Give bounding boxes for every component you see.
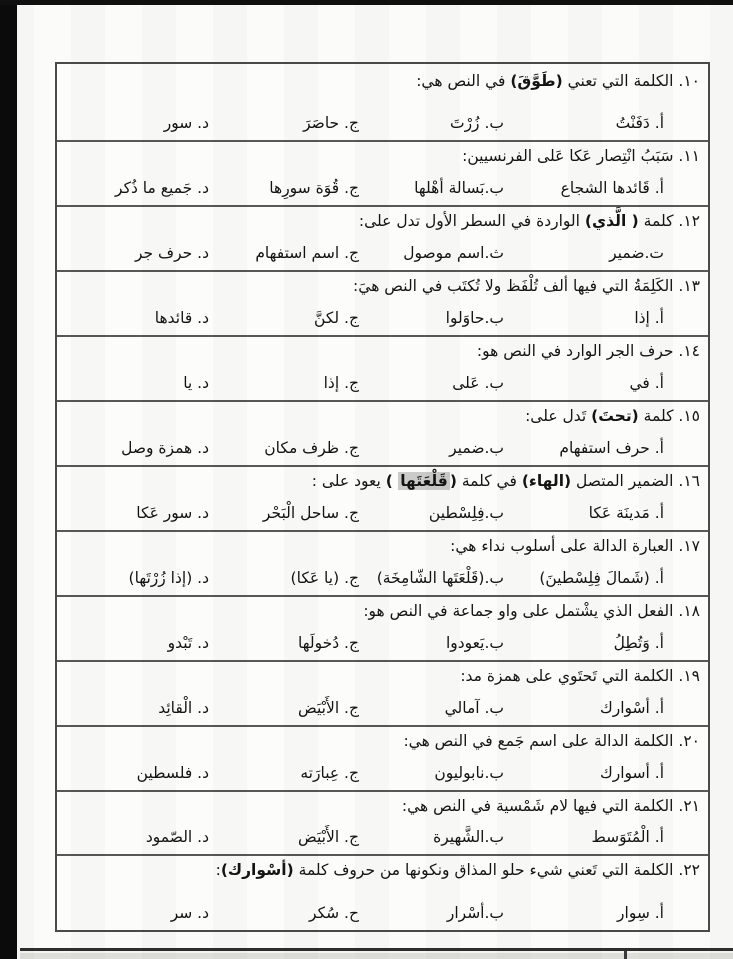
options-line (67, 374, 700, 393)
option: ح. سُكر (309, 904, 359, 923)
option: أ. دَفَنْتُ (615, 114, 664, 133)
option: د. حرف جر (134, 244, 209, 263)
option: أ. إذا (634, 309, 664, 328)
option: ب.(قَلْعَتَها الشّامِخَة) (376, 569, 504, 588)
option: د. فلسطين (136, 764, 209, 783)
question-text: الكلمة التي تَحتَوي على همزة مد: (460, 667, 674, 685)
question-row (57, 207, 708, 272)
question-text: العبارة الدالة على أسلوب نداء هي: (450, 537, 674, 555)
options-line (67, 699, 700, 718)
question-row (57, 64, 708, 142)
option: ج. الأَبْيَض (298, 699, 359, 718)
option: د. (إذا زُرْتَها) (128, 569, 209, 588)
question-line (67, 537, 700, 556)
question-line (67, 277, 700, 296)
question-row (57, 272, 708, 337)
question-text: الكلمة التي تَعني شيء حلو المذاق ونكونها من حروف كلمة (أسْوارك): (215, 861, 674, 879)
question-text: الكلمة الدالة على اسم جَمع في النص هي: (403, 732, 674, 750)
question-line (67, 861, 700, 880)
option: ج. إذا (323, 374, 359, 393)
question-number: ٢١. (678, 797, 700, 815)
option: ب.يَعودوا (445, 634, 504, 653)
option: أ. أسوارك (599, 764, 664, 783)
options-line (67, 439, 700, 458)
question-row (57, 662, 708, 727)
question-text: كلمة (تحتَ) تَدل على: (525, 407, 674, 425)
questions-table (55, 62, 710, 932)
option: د. تَبْدو (167, 634, 209, 653)
option: د. همزة وصل (121, 439, 209, 458)
option: د. قائدها (154, 309, 209, 328)
option: أ. (شَمالَ فِلِسْطينَ) (539, 569, 664, 588)
question-number: ١٣. (678, 277, 700, 295)
question-text: كلمة ( الَّذي) الواردة في السطر الأول تدل على: (358, 212, 674, 230)
option: ب. زُرْتَ (449, 114, 504, 133)
question-line (67, 407, 700, 426)
question-line (67, 797, 700, 816)
option: أ. في (629, 374, 664, 393)
option: ج. لكنَّ (314, 309, 359, 328)
question-row (57, 856, 708, 930)
question-number: ١٦. (678, 472, 700, 490)
question-line (67, 732, 700, 751)
option: ب. عَلى (452, 374, 504, 393)
option: ب. آمالي (444, 699, 504, 718)
question-row (57, 467, 708, 532)
option: ج. ظرف مكان (264, 439, 359, 458)
question-number: ١٤. (678, 342, 700, 360)
option: د. يا (183, 374, 209, 393)
next-table-top-edge (20, 948, 733, 959)
option: ج. الأَبْيَض (298, 828, 359, 847)
question-text: الكلمة التي تعني (طَوَّقَ) في النص هي: (416, 72, 674, 90)
question-number: ١١. (678, 147, 700, 165)
question-number: ١٧. (678, 537, 700, 555)
option: ج. دُخولَها (298, 634, 359, 653)
question-text: حرف الجر الوارد في النص هو: (476, 342, 674, 360)
question-line (67, 147, 700, 166)
option: أ. مَدينَة عَكا (588, 504, 664, 523)
question-line (67, 342, 700, 361)
option: ت.ضمير (609, 244, 664, 263)
option: ج. قُوَة سورِها (269, 179, 359, 198)
question-line (67, 472, 700, 491)
option: د. الصّمود (145, 828, 209, 847)
option: د. جَميع ما ذُكر (115, 179, 209, 198)
question-number: ١٥. (678, 407, 700, 425)
options-line (67, 634, 700, 653)
scan-edge-top (0, 0, 733, 5)
question-number: ١٩. (678, 667, 700, 685)
option: ج. عِبارَته (300, 764, 359, 783)
question-row (57, 727, 708, 792)
option: أ. قَائدها الشجاع (560, 179, 664, 198)
question-row (57, 402, 708, 467)
question-line (67, 667, 700, 686)
option: ب.أسْرار (446, 904, 504, 923)
options-line (67, 904, 700, 923)
question-number: ٢٠. (678, 732, 700, 750)
options-line (67, 179, 700, 198)
question-row (57, 597, 708, 662)
question-text: الفعل الذي يشْتمل على واو جماعة في النص هو: (363, 602, 674, 620)
option: أ. أسْوارك (599, 699, 664, 718)
question-row (57, 142, 708, 207)
question-row (57, 792, 708, 856)
option: أ. وَتُطِلُ (613, 634, 664, 653)
option: ب.الشَّهيرة (433, 828, 504, 847)
option: د. الْقائِد (158, 699, 209, 718)
options-line (67, 114, 700, 133)
option: ج. (يا عَكا) (290, 569, 359, 588)
option: د. سور (163, 114, 209, 133)
question-text: الكلمة التي فيها لام شَمْسية في النص هي: (401, 797, 674, 815)
option: د. سور عَكا (136, 504, 209, 523)
question-row (57, 337, 708, 402)
options-line (67, 309, 700, 328)
option: أ. الْمُتَوَسط (591, 828, 664, 847)
option: ج. حاصَرَ (303, 114, 359, 133)
options-line (67, 764, 700, 783)
options-line (67, 504, 700, 523)
scan-edge-left (0, 0, 17, 959)
question-text: سَبَبُ انْتِصار عَكا عَلى الفرنسيين: (462, 147, 674, 165)
option: ب.بَسالة أهْلها (414, 179, 504, 198)
next-table-column-divider (624, 951, 627, 959)
question-number: ١٨. (678, 602, 700, 620)
option: ج. اسم استفهام (255, 244, 359, 263)
option: ب.حاوَلوا (445, 309, 504, 328)
option: ث.اسم موصول (403, 244, 504, 263)
option: أ. حرف استفهام (559, 439, 664, 458)
question-number: ١٠. (678, 72, 700, 90)
question-text: الكَلِمَةُ التي فيها ألف تُلْفَظ ولا تُكتَب في النص هيَ: (353, 277, 674, 295)
option: أ. سِوار (617, 904, 664, 923)
question-text: الضمير المتصل (الهاء) في كلمة (قَلْعَتَها ) يعود على : (311, 472, 674, 490)
option: ب.فِلِسْطين (428, 504, 504, 523)
options-line (67, 828, 700, 847)
option: د. سر (170, 904, 209, 923)
question-line (67, 602, 700, 621)
options-line (67, 569, 700, 588)
question-line (67, 212, 700, 231)
option: ج. ساحل الْبَحْر (262, 504, 359, 523)
option: ب.نابوليون (434, 764, 504, 783)
question-number: ٢٢. (678, 861, 700, 879)
question-line (67, 72, 700, 91)
option: ب.ضمير (449, 439, 504, 458)
question-row (57, 532, 708, 597)
question-number: ١٢. (678, 212, 700, 230)
options-line (67, 244, 700, 263)
